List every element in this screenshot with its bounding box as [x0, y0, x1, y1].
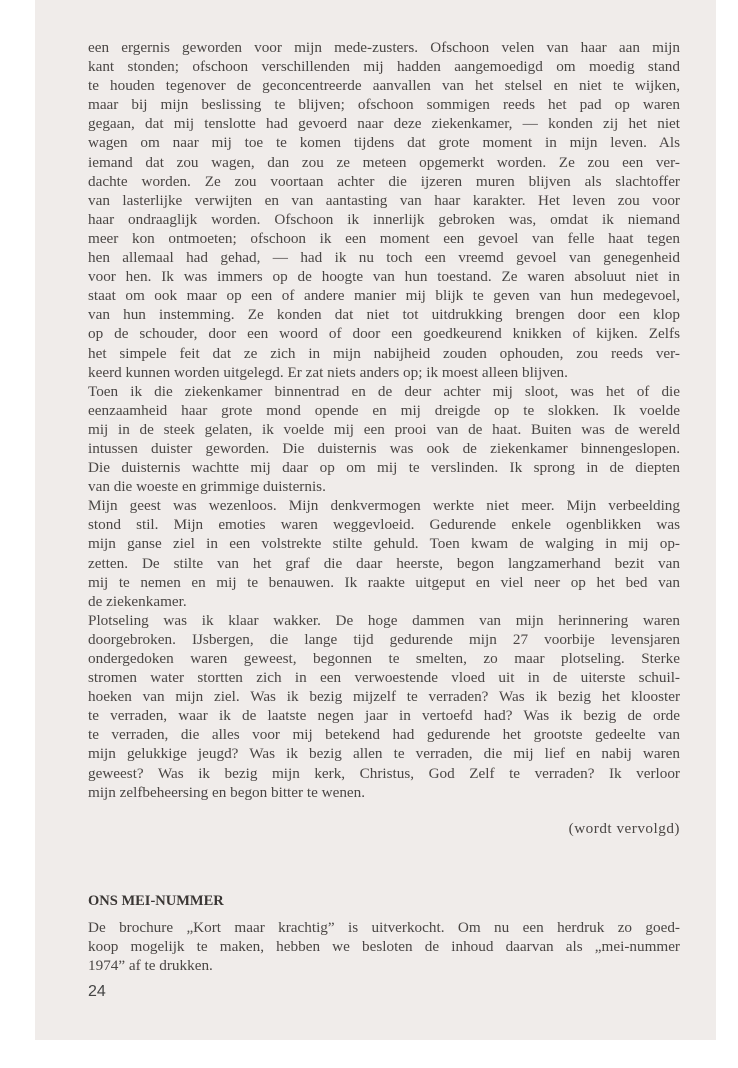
text-line: te verraden, die alles voor mij betekend had gedurende het grootste gedeelte van	[88, 726, 680, 744]
article-body	[88, 38, 680, 802]
text-line: mijn ganse ziel in een volstrekte stilte gehuld. Toen kwam de walging in mij op-	[88, 535, 680, 553]
text-line: mij in de steek gelaten, ik voelde mij een prooi van de haat. Buiten was de wereld	[88, 420, 680, 438]
text-line: mijn zelfbeheersing en begon bitter te wenen.	[88, 783, 366, 801]
text-line: Toen ik die ziekenkamer binnentrad en de deur achter mij sloot, was het of die	[88, 382, 680, 400]
text-line: 1974” af te drukken.	[88, 957, 213, 975]
text-line: ondergedoken waren geweest, begonnen te smelten, zo maar plotseling. Sterke	[88, 650, 680, 667]
paragraph	[88, 382, 680, 497]
text-line: iemand dat zou wagen, dan zou ze meteen opgemerkt worden. Ze zou een ver-	[88, 153, 680, 171]
page-number: 24	[88, 983, 106, 1000]
text-line: Mijn geest was wezenloos. Mijn denkvermogen werkte niet meer. Mijn verbeelding	[88, 497, 680, 515]
text-line: haar ondraaglijk worden. Ofschoon ik innerlijk gebroken was, omdat ik niemand	[88, 210, 680, 228]
text-line: koop mogelijk te maken, hebben we besloten de inhoud daarvan als „mei-nummer	[88, 938, 680, 956]
paragraph	[88, 611, 680, 802]
text-line: De brochure „Kort maar krachtig” is uitverkocht. Om nu een herdruk zo goed-	[88, 919, 680, 936]
text-line: voor hen. Ik was immers op de hoogte van hun toestand. Ze waren absoluut niet in	[88, 268, 680, 286]
text-line: te houden tegenover de geconcentreerde aanvallen van het stelsel en niet te wijken,	[88, 77, 680, 95]
paragraph	[88, 38, 680, 382]
text-line: van lasterlijke verwijten en van aantasting van haar karakter. Het leven zou voor	[88, 191, 680, 209]
text-line: op de schouder, door een woord of door een goedkeurend knikken of kijken. Zelfs	[88, 325, 680, 343]
text-line: van hun instemming. Ze konden dat niet tot uitdrukking brengen door een klop	[88, 306, 680, 324]
text-line: wagen om naar mij toe te komen tijdens dat grote moment in mijn leven. Als	[88, 134, 680, 152]
text-line: dachte worden. Ze zou voortaan achter die ijzeren muren blijven als slachtoffer	[88, 172, 680, 190]
text-line: meer kon ontmoeten; ofschoon ik een moment een gevoel van felle haat tegen	[88, 229, 680, 247]
notice-paragraph	[88, 918, 680, 975]
text-line: van die woeste en grimmige duisternis.	[88, 478, 326, 496]
text-line: stromen water stortten zich in een verwoestende vloed uit in de uiterste schuil-	[88, 669, 680, 687]
text-line: Die duisternis wachtte mij daar op om mij te verslinden. Ik sprong in de diepten	[88, 459, 680, 477]
text-line: te verraden, waar ik de laatste negen jaar in vertoefd had? Was ik bezig de orde	[88, 707, 680, 725]
text-line: keerd kunnen worden uitgelegd. Er zat niets anders op; ik moest alleen blijven.	[88, 363, 568, 381]
text-line: intussen duister geworden. Die duisternis was ook de ziekenkamer binnengeslopen.	[88, 439, 680, 457]
text-line: het simpele feit dat ze zich in mijn nabijheid zouden ophouden, zou reeds ver-	[88, 344, 680, 362]
text-line: hen allemaal had gehad, — had ik nu toch een vreemd gevoel van genegenheid	[88, 249, 680, 267]
text-line: maar bij mijn beslissing te blijven; ofschoon sommigen reeds het pad op waren	[88, 96, 680, 114]
text-line: de ziekenkamer.	[88, 592, 187, 610]
paragraph	[88, 496, 680, 611]
text-line: staat om ook maar op een of andere manier mij blijk te geven van hun medegevoel,	[88, 287, 680, 305]
text-line: mij te nemen en mij te benauwen. Ik raakte uitgeput en viel neer op het bed van	[88, 573, 680, 591]
text-line: een ergernis geworden voor mijn mede-zusters. Ofschoon velen van haar aan mijn	[88, 39, 680, 56]
text-line: doorgebroken. IJsbergen, die lange tijd gedurende mijn 27 voorbije levensjaren	[88, 630, 680, 648]
text-line: stond stil. Mijn emoties waren weggevloeid. Gedurende enkele ogenblikken was	[88, 516, 680, 534]
text-line: kant stonden; ofschoon verschillenden mij hadden aangemoedigd om moedig stand	[88, 58, 680, 76]
text-line: geweest? Was ik bezig mijn kerk, Christus, God Zelf te verraden? Ik verloor	[88, 764, 680, 782]
continuation-note: (wordt vervolgd)	[568, 820, 680, 837]
text-line: mijn gelukkige jeugd? Was ik bezig allen te verraden, die mij lief en nabij waren	[88, 745, 680, 763]
text-line: zetten. De stilte van het graf die daar heerste, begon langzamerhand bezit van	[88, 554, 680, 572]
notice-heading: ONS MEI-NUMMER	[88, 893, 224, 909]
text-line: gegaan, dat mij tenslotte had gevoerd naar deze ziekenkamer, — konden zij het niet	[88, 115, 680, 133]
text-line: hoeken van mijn ziel. Was ik bezig mijzelf te verraden? Was ik bezig het klooster	[88, 688, 680, 706]
text-line: eenzaamheid haar grote mond opende en mij dreigde op te slokken. Ik voelde	[88, 401, 680, 419]
text-line: Plotseling was ik klaar wakker. De hoge dammen van mijn herinnering waren	[88, 611, 680, 629]
